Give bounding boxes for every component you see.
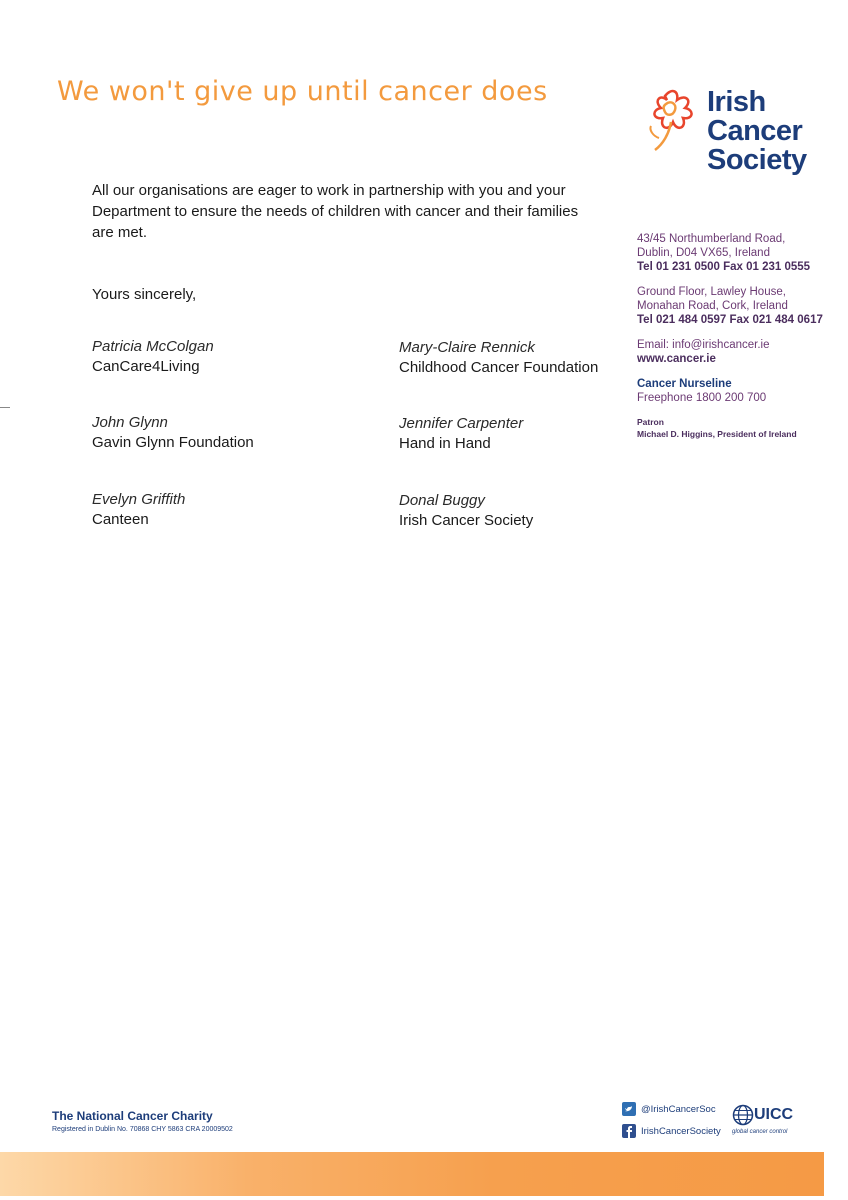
logo-line-1: Irish xyxy=(707,86,766,118)
cork-address-line-2: Monahan Road, Cork, Ireland xyxy=(637,300,788,312)
nurseline-phone: Freephone 1800 200 700 xyxy=(637,392,767,404)
signatory-org: Irish Cancer Society xyxy=(399,512,534,529)
patron-info xyxy=(637,416,837,440)
signatory xyxy=(92,490,185,530)
facebook-icon xyxy=(622,1124,636,1138)
dublin-address-line-2: Dublin, D04 VX65, Ireland xyxy=(637,247,770,259)
signatory-org: Canteen xyxy=(92,511,149,528)
email-link[interactable]: Email: info@irishcancer.ie xyxy=(637,339,770,351)
globe-icon xyxy=(732,1104,754,1126)
cork-phone: Tel 021 484 0597 Fax 021 484 0617 xyxy=(637,314,823,326)
signatory-name: Jennifer Carpenter xyxy=(399,415,524,432)
website-link[interactable]: www.cancer.ie xyxy=(637,353,716,365)
dublin-phone: Tel 01 231 0500 Fax 01 231 0555 xyxy=(637,261,811,273)
letter-closing: Yours sincerely, xyxy=(92,286,197,303)
dublin-address-line-1: 43/45 Northumberland Road, xyxy=(637,233,786,245)
footer-orange-bar xyxy=(0,1152,824,1196)
nurseline-title: Cancer Nurseline xyxy=(637,378,732,390)
logo-line-3: Society xyxy=(707,144,807,176)
signatory-name: Patricia McColgan xyxy=(92,338,214,355)
margin-mark xyxy=(0,407,10,408)
patron-name: Michael D. Higgins, President of Ireland xyxy=(637,429,797,439)
signatory-org: Hand in Hand xyxy=(399,435,491,452)
signatory-org: CanCare4Living xyxy=(92,358,200,375)
charity-tagline: The National Cancer Charity xyxy=(52,1109,213,1123)
contact-sidebar xyxy=(637,232,837,451)
contact-info xyxy=(637,338,837,366)
facebook-link[interactable] xyxy=(622,1122,721,1140)
signatory-name: John Glynn xyxy=(92,414,168,431)
signatory xyxy=(92,413,254,453)
cork-address-line-1: Ground Floor, Lawley House, xyxy=(637,286,786,298)
footer-charity xyxy=(52,1109,233,1133)
signatory-name: Donal Buggy xyxy=(399,492,485,509)
signatory-name: Mary-Claire Rennick xyxy=(399,339,535,356)
tagline: We won't give up until cancer does xyxy=(57,76,548,107)
letter-body: All our organisations are eager to work in partnership with you and your Department to ensure the needs of children with cancer and their families are met. xyxy=(92,182,579,241)
cork-address xyxy=(637,285,837,327)
uicc-logo xyxy=(732,1102,812,1142)
signatory-org: Childhood Cancer Foundation xyxy=(399,359,599,376)
signatory-name: Evelyn Griffith xyxy=(92,491,186,508)
patron-label: Patron xyxy=(637,417,664,427)
twitter-link[interactable] xyxy=(622,1100,721,1118)
uicc-subtitle: global cancer control xyxy=(732,1129,788,1135)
signatory xyxy=(92,337,214,377)
signatory xyxy=(399,338,598,378)
nurseline-info xyxy=(637,377,837,405)
dublin-address xyxy=(637,232,837,274)
uicc-wordmark: UICC xyxy=(754,1106,794,1123)
signatory xyxy=(399,414,523,454)
logo-wordmark xyxy=(707,88,807,175)
logo-line-2: Cancer xyxy=(707,115,803,147)
registration-text: Registered in Dublin No. 70868 CHY 5863 CRA 20009502 xyxy=(52,1126,233,1133)
signatory-org: Gavin Glynn Foundation xyxy=(92,434,254,451)
twitter-icon xyxy=(622,1102,636,1116)
twitter-handle: @IrishCancerSoc xyxy=(641,1103,716,1115)
irish-cancer-society-logo xyxy=(635,86,815,186)
facebook-handle: IrishCancerSociety xyxy=(641,1125,721,1137)
daffodil-icon xyxy=(635,86,705,156)
social-links xyxy=(622,1100,721,1144)
signatory xyxy=(399,491,533,531)
